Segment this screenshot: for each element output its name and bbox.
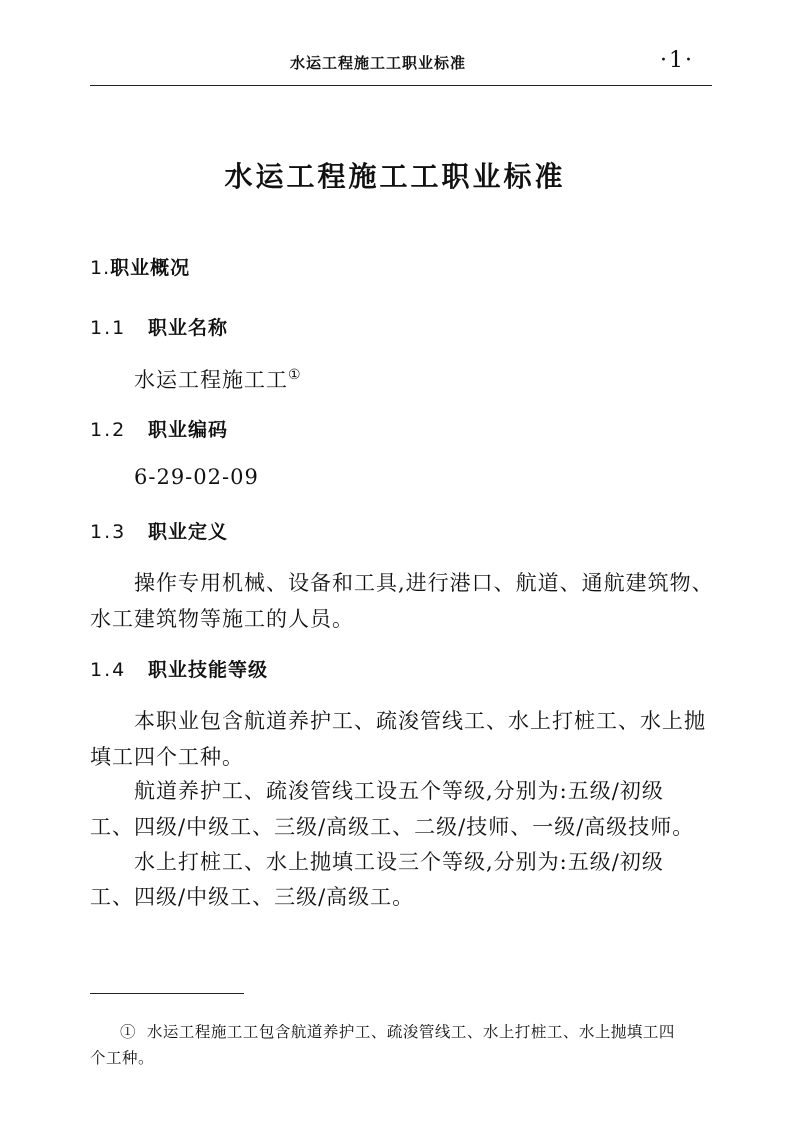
- section-title: 职业技能等级: [148, 659, 269, 681]
- section-title: 职业概况: [110, 257, 191, 279]
- paragraph-line: 水工建筑物等施工的人员。: [90, 607, 354, 631]
- section-heading-1-1: [90, 313, 228, 340]
- paragraph-line: 工、四级/中级工、三级/高级工。: [90, 885, 415, 909]
- paragraph-line: 操作专用机械、设备和工具,进行港口、航道、通航建筑物、: [134, 571, 714, 595]
- section-number: 1.4: [90, 659, 127, 681]
- running-title: 水运工程施工工职业标准: [290, 54, 467, 72]
- footnote-rule: [90, 993, 244, 994]
- section-number: 1.: [90, 257, 111, 279]
- footnote-marker: ①: [288, 367, 302, 383]
- page-number: ·1·: [660, 48, 694, 73]
- section-number: 1.2: [90, 419, 127, 441]
- section-heading-1: [90, 253, 190, 280]
- occupation-name-text: 水运工程施工工: [134, 368, 288, 392]
- paragraph-line: 本职业包含航道养护工、疏浚管线工、水上打桩工、水上抛: [134, 709, 706, 733]
- paragraph-line: 水上打桩工、水上抛填工设三个等级,分别为:五级/初级: [134, 850, 664, 874]
- section-title: 职业编码: [148, 419, 229, 441]
- section-heading-1-4: [90, 655, 268, 682]
- document-title: 水运工程施工工职业标准: [224, 160, 566, 193]
- running-header: [90, 50, 712, 80]
- section-number: 1.3: [90, 521, 127, 543]
- section-title: 职业定义: [148, 521, 229, 543]
- paragraph-line: 航道养护工、疏浚管线工设五个等级,分别为:五级/初级: [134, 779, 664, 803]
- section-title: 职业名称: [148, 317, 229, 339]
- footnote-marker: ①: [120, 1023, 137, 1041]
- occupation-code: 6-29-02-09: [134, 465, 259, 489]
- paragraph-line: 填工四个工种。: [90, 745, 244, 769]
- section-number: 1.1: [90, 317, 127, 339]
- section-heading-1-3: [90, 517, 228, 544]
- footnote-line: [120, 1020, 675, 1042]
- footnote-text: 水运工程施工工包含航道养护工、疏浚管线工、水上打桩工、水上抛填工四: [146, 1023, 675, 1041]
- section-heading-1-2: [90, 415, 228, 442]
- footnote-line: 个工种。: [90, 1049, 155, 1067]
- header-rule: [90, 85, 712, 86]
- paragraph-line: 工、四级/中级工、三级/高级工、二级/技师、一级/高级技师。: [90, 815, 695, 839]
- occupation-name: [134, 364, 302, 394]
